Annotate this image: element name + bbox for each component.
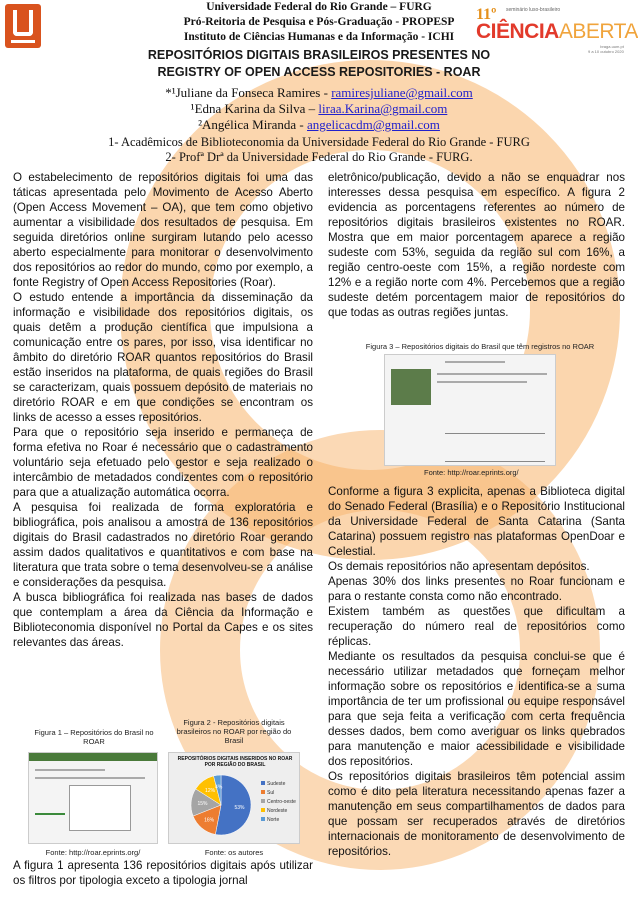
paragraph: Os demais repositórios não apresentam depósitos. [328, 560, 590, 573]
institution-line: Universidade Federal do Rio Grande – FURG [206, 1, 432, 13]
figure3-source: Fonte: http://roar.eprints.org/ [424, 468, 519, 477]
pie-chart [169, 767, 301, 847]
legend-label: Sul [267, 790, 275, 796]
legend-label: Sudeste [267, 781, 286, 787]
figure3-screenshot [384, 354, 556, 466]
poster-header [0, 0, 638, 168]
pie-value-label: 16% [204, 817, 215, 824]
paragraph: O estabelecimento de repositórios digitais foi uma das táticas apresentada pelo Movimento de Acesso Aberto (Open Access Movement – OA), que tem como objetivo aumentar a visibilidade dos resultados de pesquisa. Em seguida diretórios online surgiram lutando pelo acesso aberto especialmente para monitorar o desenvolvimento dos repositórios ao redor do mundo, como por exemplo, a fonte Registry of Open Access Repositories (Roar). [13, 171, 313, 289]
figure2-chart [168, 752, 300, 844]
event-footer: braga.uum.pt 9 a 10 outubro 2020 [588, 44, 624, 54]
legend-label: Centro-oeste [267, 799, 296, 805]
institution-line: Instituto de Ciências Humanas e da Informação - ICHI [183, 31, 455, 43]
legend-swatch [261, 799, 265, 803]
figure1-topbar [29, 753, 157, 761]
right-column-bottom [328, 484, 625, 859]
right-column-top [328, 170, 625, 320]
figure2-source: Fonte: os autores [204, 848, 264, 857]
left-column [13, 170, 313, 650]
paragraph: Mediante os resultados da pesquisa conclui-se que é necessário utilizar metadados que forneçam melhor informação sobre os repositórios e identifica-se a suma importância de ter um profissional ou equipe responsável para que seja feita a verificação com certa frequência desses dados, bem como averiguar os links quebrados para manutenção e maior acessibilidade e visibilidade dos repositórios. [328, 650, 625, 768]
poster-title: REPOSITÓRIOS DIGITAIS BRASILEIROS PRESENTES NO [147, 48, 491, 62]
paragraph: Conforme a figura 3 explicita, apenas a Biblioteca digital do Senado Federal (Brasília) e o Repositório Institucional da Universidade Federal de Santa Catarina (Santa Catarina) possuem registro nas plataformas OpenDoar e Celestial. [328, 485, 625, 558]
pie-value-label: 53% [234, 804, 245, 811]
figure3-graph [445, 439, 545, 462]
author-line: ²Angélica Miranda - angelicacdm@gmail.com [198, 117, 440, 132]
author-line: *¹Juliane da Fonseca Ramires - ramiresjuliane@gmail.com [165, 85, 473, 100]
author-email-link[interactable]: ramiresjuliane@gmail.com [331, 85, 473, 100]
legend-swatch [261, 808, 265, 812]
paragraph: Existem também as questões que dificultam a recuperação do número real de repositórios como réplicas. [328, 605, 625, 648]
paragraph: A figura 1 apresenta 136 repositórios digitais após utilizar os filtros por tipologia exceto a tipologia jornal [13, 859, 313, 887]
affiliation: 1- Acadêmicos de Biblioteconomia da Universidade Federal do Rio Grande - FURG [108, 135, 530, 149]
author-email-link[interactable]: liraa.Karina@gmail.com [318, 101, 448, 116]
pie-value-label: 4% [215, 784, 223, 791]
event-edition: 11º [476, 6, 497, 23]
legend-label: Norte [267, 817, 280, 823]
paragraph: Para que o repositório seja inserido e permaneça de forma efetiva no Roar é necessário que o cadastramento voluntário seja efetuado pelo gestor e seja realizado o intercâmbio de metadados condizentes com o repositório para que a atualização automática ocorra. [13, 426, 313, 499]
poster-title: REGISTRY OF OPEN ACCESS REPOSITORIES - ROAR [157, 65, 481, 79]
pie-value-label: 15% [197, 801, 208, 808]
event-name: CIÊNCIAABERTA [476, 20, 638, 43]
paragraph: eletrônico/publicação, devido a não se enquadrar nos interesses dessa pesquisa em específico. A figura 2 evidencia as porcentagens referentes ao número de repositórios digitais brasileiros existentes no ROAR. Mostra que em maior porcentagem aparece a região sudeste com 53%, seguida da região sul com 16%, a região centro-oeste com 15%, a região nordeste com 12% e a região norte com 4%. Percebemos que a região sudeste detém porcentagem maior de repositórios do que todas as outras regiões juntas. [328, 171, 625, 319]
author-line: ¹Edna Karina da Silva – liraa.Karina@gmail.com [190, 101, 448, 116]
legend-label: Nordeste [267, 808, 288, 814]
legend-swatch [261, 781, 265, 785]
paragraph: A pesquisa foi realizada de forma exploratória e bibliográfica, pois analisou a amostra de 136 repositórios digitais do Brasil cadastrados no diretório Roar gerando assim dados qualitativos e quantitativos e com base na literatura que trata sobre o tema desenvolveu-se a análise e considerações da pesquisa. [13, 501, 313, 589]
event-subtitle: seminário luso-brasileiro [506, 7, 561, 13]
paragraph: Apenas 30% dos links presentes no Roar funcionam e para o restante consta como não encontrado. [328, 575, 625, 603]
paragraph: O estudo entende a importância da disseminação da informação e visibilidade dos repositórios digitais, os quais detêm a produção científica que impulsiona a comunicação entre os pares, por isso, visa identificar no âmbito do diretório ROAR quantos repositórios do Brasil estão inseridos na plataforma, de quais regiões do Brasil se caracterizam, quais possuem depósito de materiais no diretório ROAR e em que condições se encontram os links de acesso a esses repositórios. [13, 291, 313, 424]
figure2-caption: Figura 2 - Repositórios digitais brasileiros no ROAR por região do Brasil [176, 718, 292, 745]
figure1-caption: Figura 1 – Repositórios do Brasil no ROAR [34, 728, 154, 746]
figure3-photo [391, 369, 431, 405]
author-email-link[interactable]: angelicacdm@gmail.com [307, 117, 440, 132]
affiliation: 2- Profª Drª da Universidade Federal do Rio Grande - FURG. [165, 150, 473, 164]
legend-swatch [261, 817, 265, 821]
paragraph: Os repositórios digitais brasileiros têm potencial assim como é dito pela literatura necessitando apenas fazer a manutenção em seus compartilhamentos de dados para que possam ser recuperados através de diretórios internacionais de monitoramento de desenvolvimento de repositórios. [328, 770, 625, 858]
left-column-tail [13, 858, 313, 888]
legend-swatch [261, 790, 265, 794]
figure1-dropdown [69, 785, 131, 831]
figure3-graph [445, 411, 545, 434]
paragraph: A busca bibliográfica foi realizada nas bases de dados que contemplam a área da Ciência da Informação e Biblioteconomia disponível no Portal da Capes e os sites relevantes das áreas. [13, 591, 313, 649]
figure3-caption: Figura 3 – Repositórios digitais do Brasil que têm registros no ROAR [365, 342, 595, 351]
figure2-chart-title: REPOSITÓRIOS DIGITAIS INSERIDOS NO ROAR POR REGIÃO DO BRASIL [177, 756, 293, 768]
figure1-screenshot [28, 752, 158, 844]
pie-value-label: 12% [205, 787, 216, 794]
figure1-source: Fonte: http://roar.eprints.org/ [45, 848, 141, 857]
institution-line: Pró-Reitoria de Pesquisa e Pós-Graduação - PROPESP [183, 16, 455, 28]
